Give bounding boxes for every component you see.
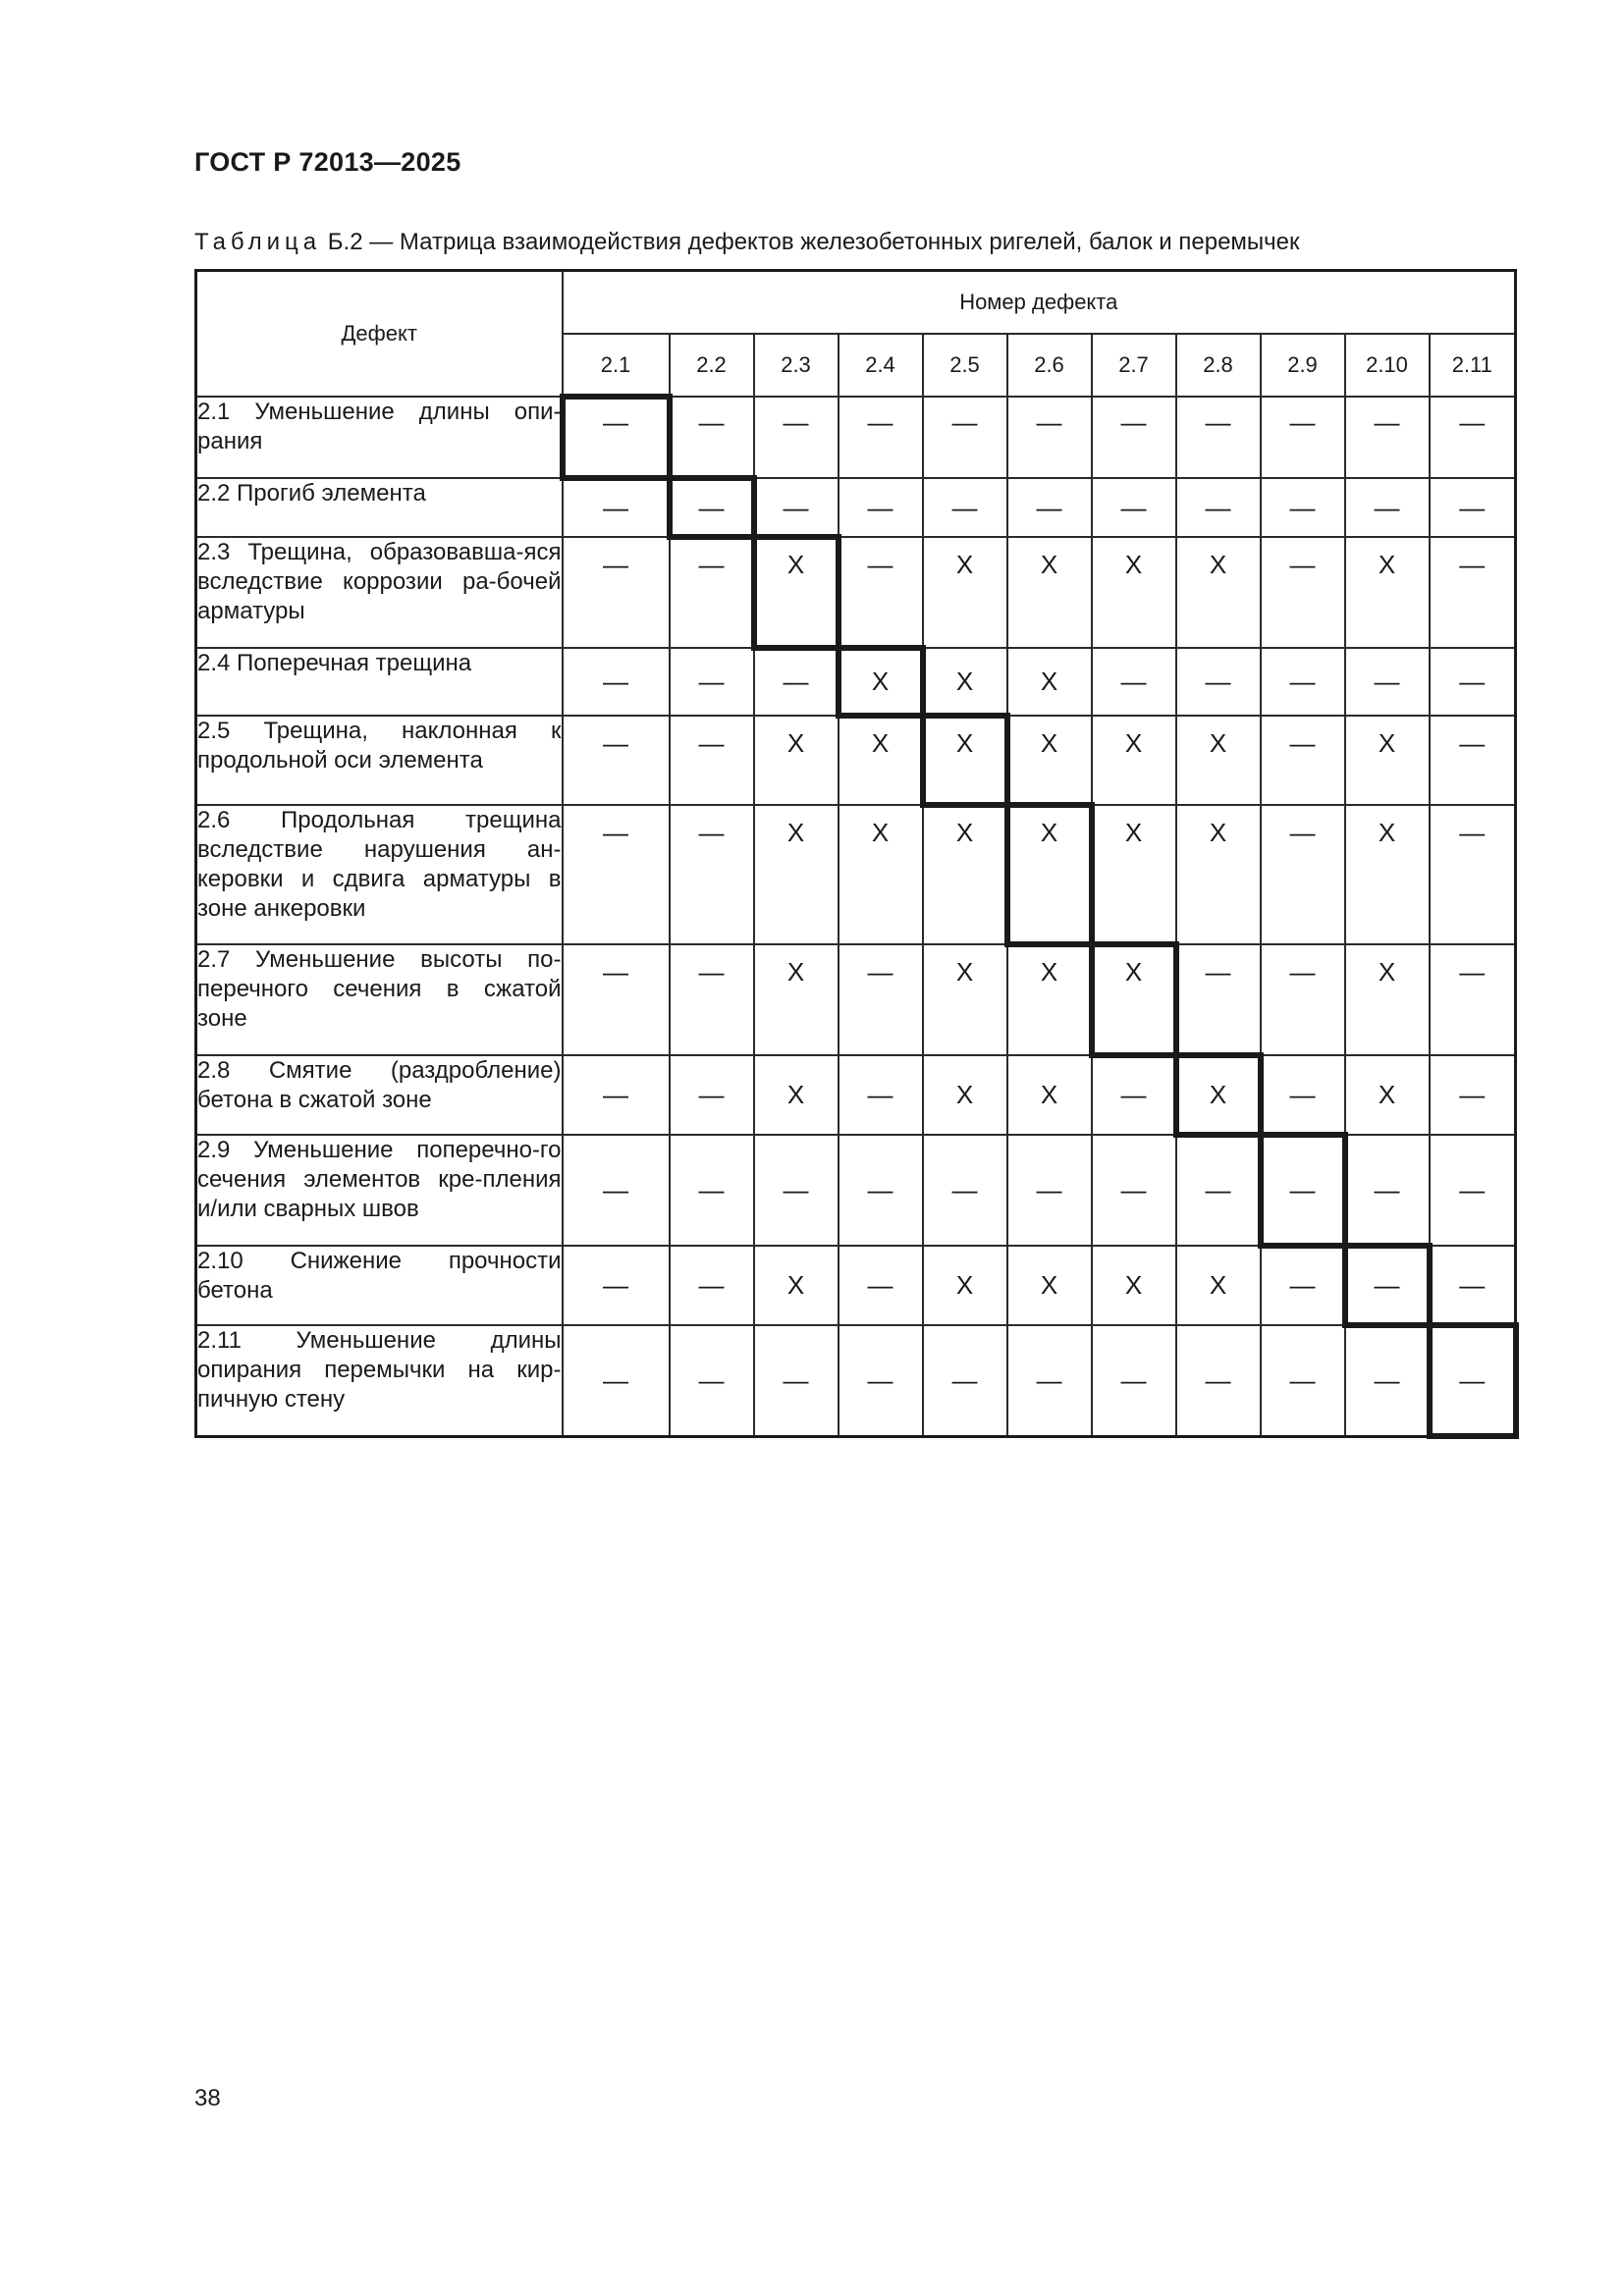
table-row — [196, 478, 1516, 537]
matrix-cell: — — [1176, 478, 1261, 537]
matrix-cell: — — [670, 805, 754, 944]
matrix-cell: — — [670, 1135, 754, 1246]
matrix-cell-diagonal: — — [563, 397, 670, 478]
matrix-cell: — — [754, 397, 839, 478]
column-header: 2.6 — [1007, 334, 1092, 397]
table-row — [196, 1325, 1516, 1436]
matrix-cell: — — [1176, 648, 1261, 716]
matrix-cell: X — [923, 1246, 1007, 1325]
matrix-cell: — — [563, 648, 670, 716]
matrix-cell: — — [670, 1055, 754, 1135]
matrix-cell: — — [923, 1135, 1007, 1246]
caption-prefix: Таблица — [194, 229, 322, 255]
matrix-cell: — — [563, 537, 670, 648]
matrix-cell: — — [1261, 397, 1345, 478]
column-header: 2.7 — [1092, 334, 1176, 397]
matrix-cell: — — [1430, 478, 1516, 537]
matrix-cell: — — [1430, 537, 1516, 648]
matrix-cell: X — [1007, 1055, 1092, 1135]
matrix-cell-diagonal: X — [839, 648, 923, 716]
document-code: ГОСТ Р 72013—2025 — [194, 147, 461, 177]
matrix-cell: X — [754, 1246, 839, 1325]
matrix-cell: — — [1007, 1135, 1092, 1246]
matrix-cell: — — [1430, 1246, 1516, 1325]
matrix-cell: — — [563, 805, 670, 944]
matrix-cell: — — [563, 716, 670, 805]
matrix-cell: X — [754, 944, 839, 1055]
matrix-cell: X — [754, 716, 839, 805]
caption-text: Б.2 — Матрица взаимодействия дефектов железобетонных ригелей, балок и перемычек — [327, 229, 1300, 255]
matrix-cell-diagonal: — — [1345, 1246, 1430, 1325]
matrix-cell: — — [1176, 397, 1261, 478]
defect-label: 2.4 Поперечная трещина — [196, 648, 563, 716]
matrix-cell: X — [1176, 1246, 1261, 1325]
matrix-cell: — — [923, 397, 1007, 478]
matrix-cell: X — [1345, 944, 1430, 1055]
matrix-cell: — — [1345, 1135, 1430, 1246]
matrix-cell: X — [754, 805, 839, 944]
matrix-cell-diagonal: — — [1261, 1135, 1345, 1246]
matrix-cell: — — [563, 1246, 670, 1325]
matrix-cell: — — [1430, 1055, 1516, 1135]
matrix-cell: X — [1345, 1055, 1430, 1135]
matrix-cell: X — [923, 648, 1007, 716]
matrix-cell: — — [670, 397, 754, 478]
column-header: 2.8 — [1176, 334, 1261, 397]
matrix-cell: X — [839, 716, 923, 805]
matrix-cell: — — [839, 1325, 923, 1436]
matrix-cell: — — [754, 1135, 839, 1246]
matrix-cell: — — [1261, 537, 1345, 648]
matrix-cell: — — [1092, 1325, 1176, 1436]
table-row — [196, 805, 1516, 944]
defect-label: 2.8 Смятие (раздробление) бетона в сжатой зоне — [196, 1055, 563, 1135]
matrix-cell-diagonal: X — [923, 716, 1007, 805]
matrix-cell: X — [1176, 537, 1261, 648]
matrix-cell: — — [923, 478, 1007, 537]
matrix-cell: — — [563, 944, 670, 1055]
matrix-cell: — — [839, 478, 923, 537]
table-row — [196, 648, 1516, 716]
matrix-cell: X — [1007, 944, 1092, 1055]
matrix-cell: X — [1092, 716, 1176, 805]
table-row — [196, 1135, 1516, 1246]
matrix-cell: — — [1092, 397, 1176, 478]
defect-matrix-table — [194, 269, 1517, 1438]
defect-label: 2.1 Уменьшение длины опи-рания — [196, 397, 563, 478]
matrix-cell: — — [1345, 478, 1430, 537]
defect-label: 2.10 Снижение прочности бетона — [196, 1246, 563, 1325]
matrix-cell: — — [1261, 648, 1345, 716]
defect-number-header: Номер дефекта — [563, 271, 1516, 335]
column-header: 2.1 — [563, 334, 670, 397]
matrix-cell: — — [1261, 1246, 1345, 1325]
column-header: 2.11 — [1430, 334, 1516, 397]
matrix-cell: — — [670, 1246, 754, 1325]
matrix-cell-diagonal: X — [1092, 944, 1176, 1055]
matrix-cell: — — [1261, 1055, 1345, 1135]
matrix-cell: — — [839, 1135, 923, 1246]
matrix-cell: — — [670, 1325, 754, 1436]
matrix-cell-diagonal: X — [754, 537, 839, 648]
column-header: 2.3 — [754, 334, 839, 397]
matrix-cell: — — [1007, 397, 1092, 478]
defect-label: 2.7 Уменьшение высоты по-перечного сечения в сжатой зоне — [196, 944, 563, 1055]
column-header: 2.4 — [839, 334, 923, 397]
matrix-cell: — — [839, 397, 923, 478]
matrix-cell-diagonal: — — [670, 478, 754, 537]
matrix-cell: X — [1176, 716, 1261, 805]
matrix-cell: — — [1007, 1325, 1092, 1436]
matrix-cell-diagonal: X — [1176, 1055, 1261, 1135]
defect-label: 2.6 Продольная трещина вследствие нарушения ан-керовки и сдвига арматуры в зоне анкеровки — [196, 805, 563, 944]
matrix-cell: — — [563, 1135, 670, 1246]
column-header: 2.10 — [1345, 334, 1430, 397]
matrix-cell: — — [1007, 478, 1092, 537]
defect-label: 2.9 Уменьшение поперечно-го сечения элементов кре-пления и/или сварных швов — [196, 1135, 563, 1246]
matrix-cell: X — [923, 944, 1007, 1055]
column-header: 2.5 — [923, 334, 1007, 397]
matrix-cell: X — [1092, 805, 1176, 944]
matrix-cell: — — [1430, 397, 1516, 478]
matrix-cell: — — [1176, 944, 1261, 1055]
matrix-cell: — — [839, 1246, 923, 1325]
matrix-cell: — — [1430, 805, 1516, 944]
defect-label: 2.5 Трещина, наклонная к продольной оси элемента — [196, 716, 563, 805]
matrix-cell: — — [1430, 1135, 1516, 1246]
matrix-cell: — — [670, 537, 754, 648]
table-row — [196, 716, 1516, 805]
matrix-cell-diagonal: — — [1430, 1325, 1516, 1436]
matrix-cell: — — [563, 1055, 670, 1135]
matrix-cell: X — [1092, 537, 1176, 648]
matrix-cell: — — [563, 478, 670, 537]
matrix-cell: — — [1430, 648, 1516, 716]
table-row — [196, 944, 1516, 1055]
matrix-cell: X — [1345, 805, 1430, 944]
matrix-cell: — — [1261, 716, 1345, 805]
table-row — [196, 537, 1516, 648]
matrix-cell: X — [1345, 537, 1430, 648]
defect-label: 2.11 Уменьшение длины опирания перемычки на кир-пичную стену — [196, 1325, 563, 1436]
matrix-cell: — — [670, 944, 754, 1055]
matrix-cell: — — [1261, 944, 1345, 1055]
matrix-cell: — — [1430, 944, 1516, 1055]
matrix-cell: — — [1092, 1055, 1176, 1135]
table-row — [196, 397, 1516, 478]
matrix-cell: — — [754, 478, 839, 537]
matrix-cell: X — [1007, 716, 1092, 805]
matrix-body — [196, 397, 1516, 1436]
matrix-cell: — — [1430, 716, 1516, 805]
matrix-cell: — — [1092, 1135, 1176, 1246]
matrix-cell: — — [1176, 1325, 1261, 1436]
matrix-cell: X — [754, 1055, 839, 1135]
matrix-cell: X — [839, 805, 923, 944]
column-header: 2.9 — [1261, 334, 1345, 397]
matrix-cell: — — [1176, 1135, 1261, 1246]
matrix-cell: — — [670, 648, 754, 716]
column-header: 2.2 — [670, 334, 754, 397]
matrix-cell: — — [839, 537, 923, 648]
table-row — [196, 1055, 1516, 1135]
matrix-cell: X — [923, 537, 1007, 648]
matrix-cell: X — [923, 805, 1007, 944]
defect-label: 2.2 Прогиб элемента — [196, 478, 563, 537]
matrix-cell: — — [754, 648, 839, 716]
matrix-cell: X — [923, 1055, 1007, 1135]
table-row — [196, 1246, 1516, 1325]
matrix-cell: — — [1261, 1325, 1345, 1436]
table-caption — [194, 229, 1300, 256]
matrix-cell: X — [1007, 537, 1092, 648]
matrix-cell: — — [670, 716, 754, 805]
matrix-cell: — — [1345, 648, 1430, 716]
matrix-cell: X — [1007, 648, 1092, 716]
matrix-cell: — — [563, 1325, 670, 1436]
matrix-cell: — — [923, 1325, 1007, 1436]
matrix-cell: — — [839, 1055, 923, 1135]
matrix-cell: X — [1345, 716, 1430, 805]
matrix-cell: X — [1007, 1246, 1092, 1325]
matrix-cell: — — [839, 944, 923, 1055]
matrix-cell: — — [1261, 805, 1345, 944]
matrix-cell: — — [754, 1325, 839, 1436]
defect-column-header: Дефект — [196, 271, 563, 398]
matrix-cell: — — [1261, 478, 1345, 537]
matrix-cell: X — [1176, 805, 1261, 944]
matrix-cell-diagonal: X — [1007, 805, 1092, 944]
page-number: 38 — [194, 2085, 221, 2111]
matrix-cell: — — [1092, 648, 1176, 716]
defect-label: 2.3 Трещина, образовавша-яся вследствие коррозии ра-бочей арматуры — [196, 537, 563, 648]
matrix-cell: X — [1092, 1246, 1176, 1325]
matrix-cell: — — [1092, 478, 1176, 537]
matrix-cell: — — [1345, 1325, 1430, 1436]
matrix-cell: — — [1345, 397, 1430, 478]
